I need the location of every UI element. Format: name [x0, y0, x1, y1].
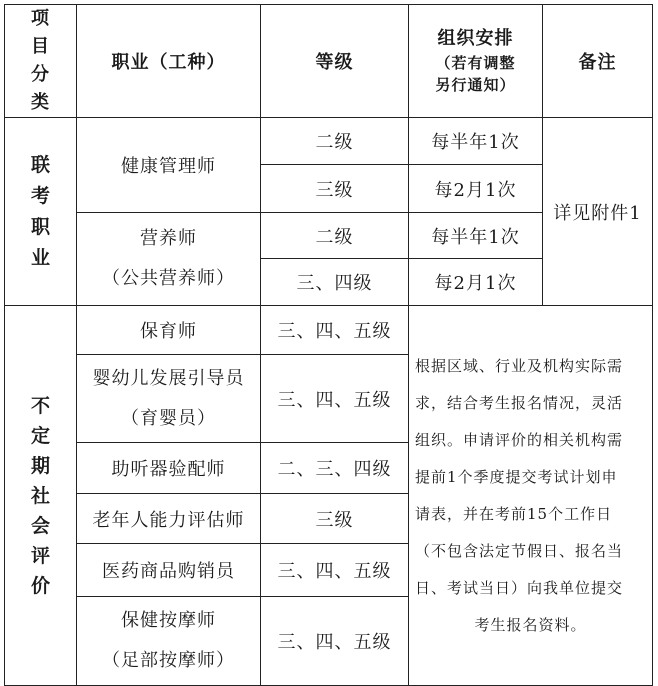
remark-note-line: 考生报名资料。 — [474, 615, 587, 634]
remark-note — [409, 306, 653, 686]
level-cell: 三、四、五级 — [261, 355, 409, 443]
remark-note-line: 求，结合考生报名情况，灵活 — [415, 393, 624, 412]
occupation-name-line: 婴幼儿发展引导员 — [92, 367, 245, 389]
header-occupation: 职业（工种） — [77, 5, 261, 118]
level-cell: 三、四、五级 — [261, 597, 409, 686]
header-category: 项目分类 — [5, 5, 77, 118]
level-cell: 三级 — [261, 494, 409, 544]
header-schedule-note: （若有调整另行通知） — [435, 54, 516, 94]
remark-note-line: 请表，并在考前15个工作日 — [415, 504, 613, 523]
remark-note-line: 组织。申请评价的相关机构需 — [415, 430, 624, 449]
header-remarks: 备注 — [543, 5, 653, 118]
schedule-cell: 每半年1次 — [409, 213, 543, 259]
header-schedule — [409, 5, 543, 118]
level-cell: 三级 — [261, 165, 409, 213]
occupation-name: 健康管理师 — [77, 118, 261, 213]
occupation-alias: （公共营养师） — [102, 268, 235, 289]
remark-note-line: 日、考试当日）向我单位提交 — [415, 578, 624, 597]
table-row — [5, 306, 653, 355]
remark-note-line: 提前1个季度提交考试计划申 — [415, 467, 618, 486]
occupation-name-line: 营养师 — [140, 228, 197, 249]
category-cell: 联考职业 — [5, 118, 77, 306]
occupation-name: 医药商品购销员 — [77, 544, 261, 597]
remark-note-line: （不包含法定节假日、报名当 — [415, 541, 624, 560]
level-cell: 二、三、四级 — [261, 443, 409, 494]
header-level: 等级 — [261, 5, 409, 118]
level-cell: 二级 — [261, 213, 409, 259]
occupation-name — [77, 597, 261, 686]
category-cell: 不定期社会评价 — [5, 306, 77, 686]
header-row — [5, 5, 653, 118]
occupation-name: 助听器验配师 — [77, 443, 261, 494]
exam-schedule-table — [4, 4, 653, 686]
remark-cell: 详见附件1 — [543, 118, 653, 306]
occupation-name — [77, 355, 261, 443]
level-cell: 三、四级 — [261, 259, 409, 306]
occupation-name: 老年人能力评估师 — [77, 494, 261, 544]
occupation-alias: （育婴员） — [121, 407, 216, 429]
occupation-name: 保育师 — [77, 306, 261, 355]
schedule-cell: 每2月1次 — [409, 259, 543, 306]
level-cell: 二级 — [261, 118, 409, 165]
header-schedule-title: 组织安排 — [437, 28, 514, 49]
occupation-name — [77, 213, 261, 306]
schedule-cell: 每半年1次 — [409, 118, 543, 165]
level-cell: 三、四、五级 — [261, 306, 409, 355]
occupation-name-line: 保健按摩师 — [121, 610, 216, 631]
occupation-alias: （足部按摩师） — [102, 650, 235, 671]
remark-note-line: 根据区域、行业及机构实际需 — [415, 356, 624, 375]
schedule-cell: 每2月1次 — [409, 165, 543, 213]
table-row — [5, 118, 653, 165]
level-cell: 三、四、五级 — [261, 544, 409, 597]
